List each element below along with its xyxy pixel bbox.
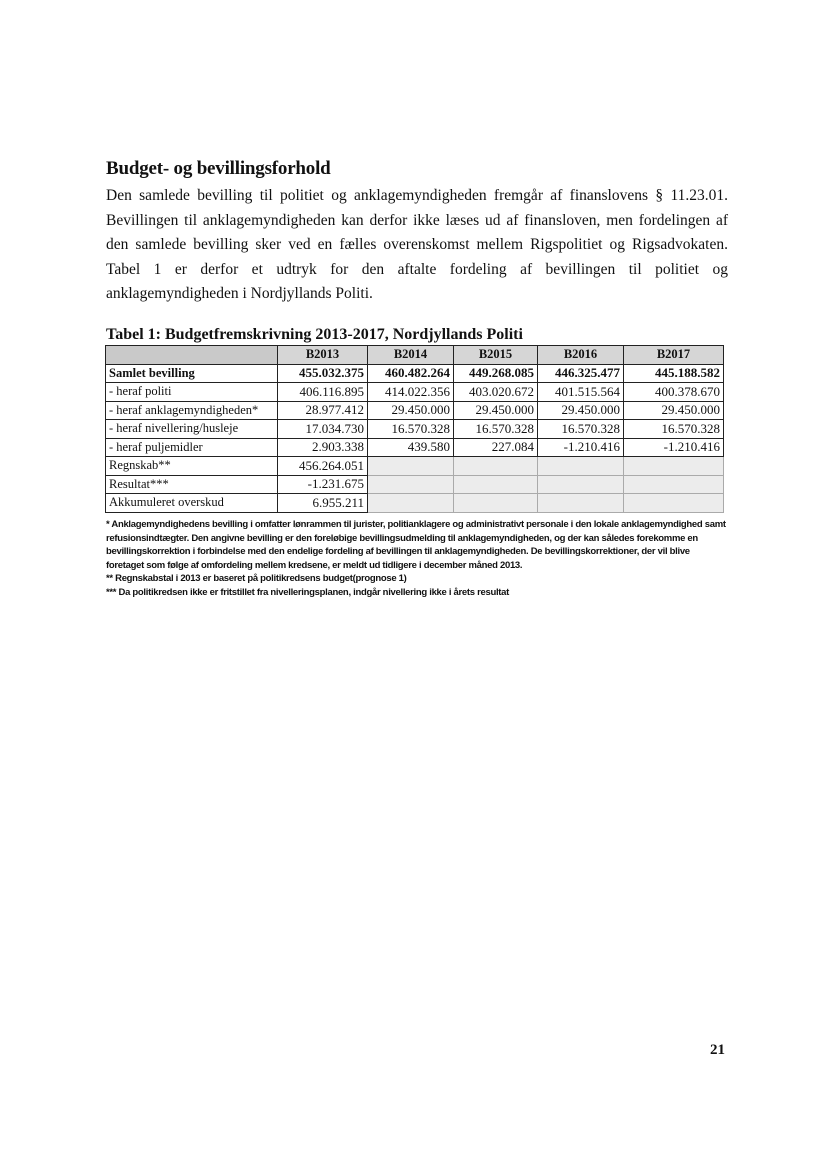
cell-value: 16.570.328 — [624, 420, 724, 439]
cell-value: 439.580 — [368, 438, 454, 457]
cell-value: 29.450.000 — [538, 401, 624, 420]
cell-value: 28.977.412 — [278, 401, 368, 420]
table-header-row — [106, 346, 724, 365]
cell-value: 400.378.670 — [624, 383, 724, 402]
cell-value: 17.034.730 — [278, 420, 368, 439]
cell-empty — [624, 457, 724, 476]
footnote-1: * Anklagemyndighedens bevilling i omfatter lønrammen til jurister, politianklagere og administrativt personale i den lokale anklagemyndighed samt refusionsindtægter. Den angivne bevilling er den foreløbige bevillingsudmelding til anklagemyndigheden, og der kan således forekomme en bevillingskorrektion i forbindelse med den endelige fordeling af bevillingen til anklagemyndigheden. De bevillingskorrektioner, der vil blive foretaget som følge af omfordeling mellem kredsene, er meldt ud tidligere i december måned 2013. — [106, 519, 726, 571]
header-cell-blank — [106, 346, 278, 365]
cell-empty — [368, 475, 454, 494]
table-row-akkumuleret-overskud — [106, 494, 724, 513]
header-cell-b2015: B2015 — [454, 346, 538, 365]
cell-value: 16.570.328 — [454, 420, 538, 439]
header-cell-b2014: B2014 — [368, 346, 454, 365]
cell-empty — [454, 475, 538, 494]
row-label: Regnskab** — [106, 457, 278, 476]
cell-value: 6.955.211 — [278, 494, 368, 513]
row-label: - heraf politi — [106, 383, 278, 402]
cell-empty — [538, 457, 624, 476]
cell-value: 401.515.564 — [538, 383, 624, 402]
cell-value: 2.903.338 — [278, 438, 368, 457]
footnote-2: ** Regnskabstal i 2013 er baseret på politikredsens budget(prognose 1) — [106, 573, 407, 585]
table-row-samlet-bevilling — [106, 364, 724, 383]
footnote-3: *** Da politikredsen ikke er fritstillet fra nivelleringsplanen, indgår nivellering ikke i årets resultat — [106, 586, 510, 598]
row-label: Samlet bevilling — [106, 364, 278, 383]
header-cell-b2017: B2017 — [624, 346, 724, 365]
table-row-resultat — [106, 475, 724, 494]
row-label: - heraf puljemidler — [106, 438, 278, 457]
section-heading: Budget- og bevillingsforhold — [106, 158, 331, 179]
header-cell-b2016: B2016 — [538, 346, 624, 365]
row-label: Resultat*** — [106, 475, 278, 494]
cell-value: 460.482.264 — [368, 364, 454, 383]
row-label: Akkumuleret overskud — [106, 494, 278, 513]
cell-value: 16.570.328 — [538, 420, 624, 439]
cell-value: 29.450.000 — [368, 401, 454, 420]
cell-value: 29.450.000 — [454, 401, 538, 420]
table-row-heraf-puljemidler — [106, 438, 724, 457]
cell-value: 16.570.328 — [368, 420, 454, 439]
cell-value: 414.022.356 — [368, 383, 454, 402]
cell-empty — [538, 494, 624, 513]
cell-empty — [624, 494, 724, 513]
cell-value: 455.032.375 — [278, 364, 368, 383]
table-row-heraf-anklagemyndigheden — [106, 401, 724, 420]
cell-value: 449.268.085 — [454, 364, 538, 383]
cell-empty — [624, 475, 724, 494]
cell-value: 403.020.672 — [454, 383, 538, 402]
cell-value: -1.231.675 — [278, 475, 368, 494]
row-label: - heraf anklagemyndigheden* — [106, 401, 278, 420]
cell-value: -1.210.416 — [624, 438, 724, 457]
table-row-heraf-nivellering — [106, 420, 724, 439]
page-number: 21 — [710, 1042, 725, 1058]
cell-empty — [454, 457, 538, 476]
table-row-regnskab — [106, 457, 724, 476]
cell-value: 456.264.051 — [278, 457, 368, 476]
cell-empty — [454, 494, 538, 513]
budget-table — [105, 345, 724, 513]
row-label: - heraf nivellering/husleje — [106, 420, 278, 439]
header-cell-b2013: B2013 — [278, 346, 368, 365]
intro-paragraph: Den samlede bevilling til politiet og anklagemyndigheden fremgår af finanslovens § 11.23.01. Bevillingen til anklagemyndigheden kan derfor ikke læses ud af finansloven, men fordelingen af den samlede bevilling sker ved en fælles overenskomst mellem Rigspolitiet og Rigsadvokaten. Tabel 1 er derfor et udtryk for den aftalte fordeling af bevillingen til politiet og anklagemyndigheden i Nordjyllands Politi. — [106, 187, 728, 302]
cell-empty — [368, 494, 454, 513]
cell-empty — [368, 457, 454, 476]
cell-value: 446.325.477 — [538, 364, 624, 383]
cell-value: 406.116.895 — [278, 383, 368, 402]
cell-value: -1.210.416 — [538, 438, 624, 457]
cell-value: 29.450.000 — [624, 401, 724, 420]
table-footnotes — [106, 518, 728, 600]
table-row-heraf-politi — [106, 383, 724, 402]
cell-value: 227.084 — [454, 438, 538, 457]
table-caption: Tabel 1: Budgetfremskrivning 2013-2017, Nordjyllands Politi — [106, 326, 523, 343]
cell-value: 445.188.582 — [624, 364, 724, 383]
cell-empty — [538, 475, 624, 494]
